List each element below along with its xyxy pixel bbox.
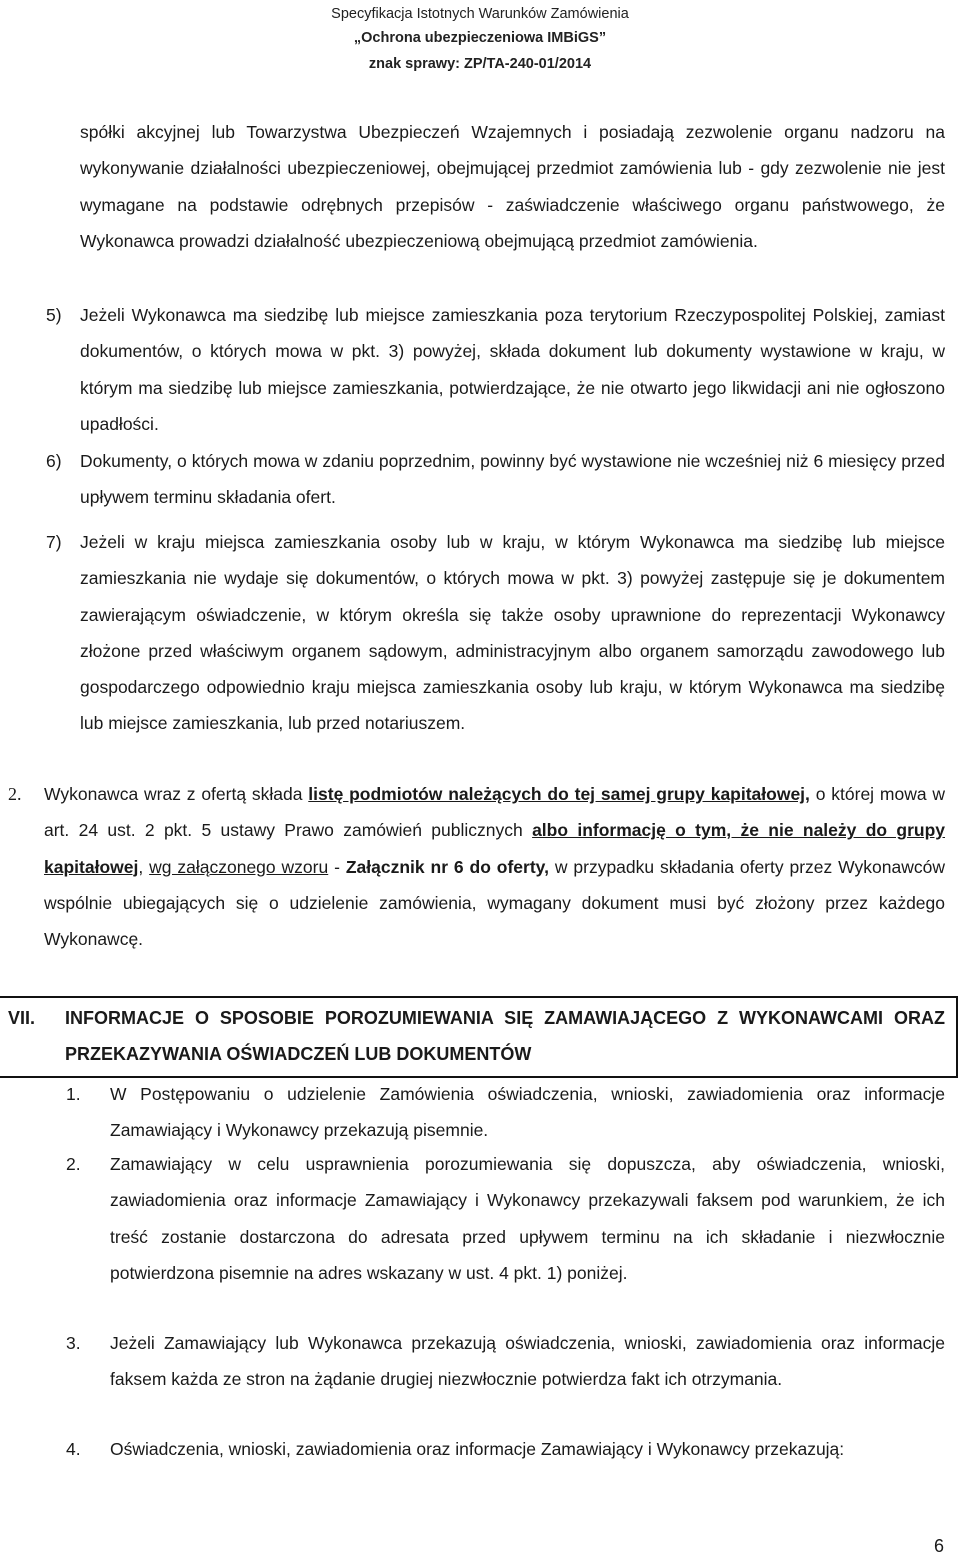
section-item-3-number: 3. bbox=[66, 1333, 81, 1353]
section-item-2-number: 2. bbox=[66, 1154, 81, 1174]
point-2-template-link: wg załączonego wzoru bbox=[149, 856, 329, 877]
header-document-title: Specyfikacja Istotnych Warunków Zamówienia bbox=[331, 6, 629, 22]
item-5-text: Jeżeli Wykonawca ma siedzibę lub miejsce zamieszkania poza terytorium Rzeczypospolitej Polskiej, zamiast dokumentów, o których mowa w pkt. 3) powyżej, składa dokument lub dokumenty wystawione w kraju, w którym ma siedzibę lub miejsce zamieszkania, potwierdzające, że nie otwarto jego likwidacji ani nie ogłoszono upadłości. bbox=[80, 305, 945, 434]
header-case-number: znak sprawy: ZP/TA-240-01/2014 bbox=[368, 56, 592, 72]
page-number: 6 bbox=[933, 1536, 944, 1556]
point-2-paragraph bbox=[44, 776, 945, 957]
point-2-number: 2. bbox=[8, 784, 22, 804]
item-7-number: 7) bbox=[46, 532, 62, 552]
section-item-4-number: 4. bbox=[66, 1439, 81, 1459]
page-header bbox=[0, 0, 960, 78]
section-title: INFORMACJE O SPOSOBIE POROZUMIEWANIA SIĘ ZAMAWIAJĄCEGO Z WYKONAWCAMI ORAZ PRZEKAZYWANIA OŚWIADCZEŃ LUB DOKUMENTÓW bbox=[65, 1008, 945, 1064]
point-2-text-9: w przypadku składania oferty przez Wykonawców wspólnie ubiegających się o udzielenie zamówienia, wymagany dokument musi być złożony przez każdego Wykonawcę. bbox=[44, 856, 946, 950]
section-item-3-text: Jeżeli Zamawiający lub Wykonawca przekazują oświadczenia, wnioski, zawiadomienia oraz informacje faksem każda ze stron na żądanie drugiej niezwłocznie potwierdza fakt ich otrzymania. bbox=[110, 1333, 945, 1390]
section-item-1-number: 1. bbox=[66, 1084, 81, 1104]
point-2-capital-group-list: listę podmiotów należących do tej samej grupy kapitałowej, bbox=[308, 784, 810, 804]
section-item-2-text: Zamawiający w celu usprawnienia porozumiewania się dopuszcza, aby oświadczenia, wnioski, zawiadomienia oraz informacje Zamawiający i Wykonawcy przekazywali faksem pod warunkiem, że ich treść zostanie dostarczona do adresata przed upływem terminu na ich składanie i niezwłocznie potwierdzona pisemnie na adres wskazany w ust. 4 pkt. 1) poniżej. bbox=[110, 1154, 945, 1283]
section-item-4-text: Oświadczenia, wnioski, zawiadomienia oraz informacje Zamawiający i Wykonawcy przekazują: bbox=[110, 1439, 845, 1459]
section-number: VII. bbox=[8, 1008, 36, 1028]
point-2-text-5: , bbox=[138, 856, 150, 877]
item-5-number: 5) bbox=[46, 305, 62, 325]
point-2-text-1: Wykonawca wraz z ofertą składa bbox=[44, 784, 309, 804]
point-2-attachment-ref: Załącznik nr 6 do oferty, bbox=[345, 856, 549, 877]
item-7-text: Jeżeli w kraju miejsca zamieszkania osoby lub w kraju, w którym Wykonawca ma siedzibę lub miejsce zamieszkania nie wydaje się dokumentów, o których mowa w pkt. 3) powyżej zastępuje się je dokumentem zawierającym oświadczenie, w którym określa się także osoby uprawnione do reprezentacji Wykonawcy złożone przed właściwym organem sądowym, administracyjnym albo organem samorządu zawodowego lub gospodarczego odpowiednio kraju miejsca zamieszkania osoby lub kraju, w którym Wykonawca ma siedzibę lub miejsce zamieszkania, lub przed notariuszem. bbox=[80, 532, 945, 734]
item-6-number: 6) bbox=[46, 451, 62, 471]
point-2-capital-group-info: albo informację o tym, że nie należy do grupy kapitałowej bbox=[44, 820, 945, 877]
point-2-text-3: o której mowa w art. 24 ust. 2 pkt. 5 ustawy Prawo zamówień publicznych bbox=[44, 784, 946, 841]
section-item-1-text: W Postępowaniu o udzielenie Zamówienia oświadczenia, wnioski, zawiadomienia oraz informacje Zamawiający i Wykonawcy przekazują pisemnie. bbox=[110, 1084, 945, 1141]
point-2-text-7: - bbox=[328, 856, 346, 877]
intro-paragraph: spółki akcyjnej lub Towarzystwa Ubezpieczeń Wzajemnych i posiadają zezwolenie organu nadzoru na wykonywanie działalności ubezpieczeniowej, obejmującej przedmiot zamówienia lub - gdy zezwolenie nie jest wymagane na podstawie odrębnych przepisów - zaświadczenie właściwego organu państwowego, że Wykonawca prowadzi działalność ubezpieczeniową obejmującą przedmiot zamówienia. bbox=[80, 122, 945, 251]
item-6-text: Dokumenty, o których mowa w zdaniu poprzednim, powinny być wystawione nie wcześniej niż 6 miesięcy przed upływem terminu składania ofert. bbox=[80, 451, 945, 508]
header-subject: „Ochrona ubezpieczeniowa IMBiGS” bbox=[353, 30, 607, 46]
